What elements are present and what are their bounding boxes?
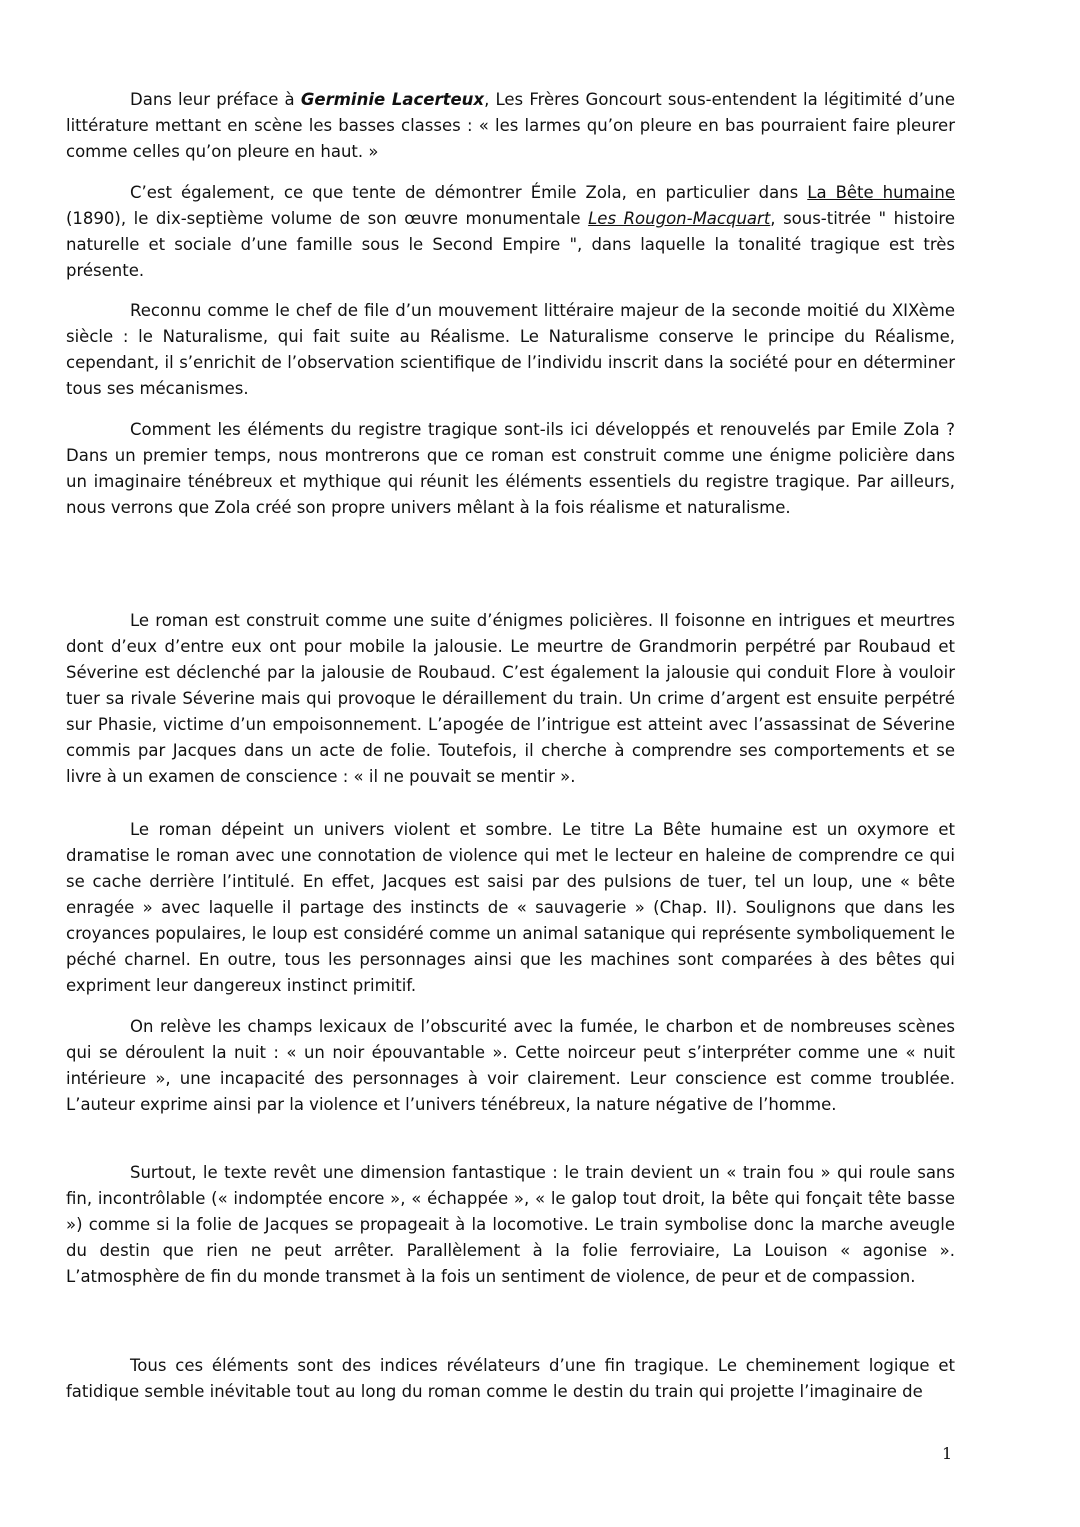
text-run: (1890), le dix-septième volume de son œuvre monumentale	[66, 209, 589, 228]
paragraph-naturalisme: Reconnu comme le chef de file d’un mouvement littéraire majeur de la seconde moitié du XIXème siècle : le Naturalisme, qui fait suite au Réalisme. Le Naturalisme conserve le principe du Réalisme, cependant, il s’enrichit de l’observation scientifique de l’individu inscrit dans la société pour en déterminer tous ses mécanismes.	[66, 301, 955, 398]
text-run: , sous-titrée " histoire naturelle et sociale d’une famille sous le Second Empire ", dans laquelle la tonalité tragique est très présente.	[66, 209, 956, 280]
paragraph-fin-tragique: Tous ces éléments sont des indices révélateurs d’une fin tragique. Le cheminement logique et fatidique semble inévitable tout au long du roman comme le destin du train qui projette l’imaginaire de	[66, 1356, 955, 1401]
book-title-germinie-lacerteux: Germinie Lacerteux	[300, 90, 485, 109]
book-title-rougon-macquart: Les Rougon-Macquart	[588, 209, 771, 228]
paragraph-enigmes-policieres: Le roman est construit comme une suite d’énigmes policières. Il foisonne en intrigues et meurtres dont d’eux d’entre eux ont pour mobile la jalousie. Le meurtre de Grandmorin perpétré par Roubaud et Séverine est déclenché par la jalousie de Roubaud. C’est également la jalousie qui conduit Flore à vouloir tuer sa rivale Séverine mais qui provoque le déraillement du train. Un crime d’argent est ensuite perpétré sur Phasie, victime d’un empoisonnement. L’apogée de l’intrigue est atteint avec l’assassinat de Séverine commis par Jacques dans un acte de folie. Toutefois, il cherche à comprendre ses comportements et se livre à un examen de conscience : « il ne pouvait se mentir ».	[66, 611, 955, 786]
paragraph-univers-violent: Le roman dépeint un univers violent et sombre. Le titre La Bête humaine est un oxymore et dramatise le roman avec une connotation de violence qui met le lecteur en haleine de comprendre ce qui se cache derrière l’intitulé. En effet, Jacques est saisi par des pulsions de tuer, tel un loup, une « bête enragée » avec laquelle il partage des instincts de « sauvagerie » (Chap. II). Soulignons que dans les croyances populaires, le loup est considéré comme un animal satanique qui représente symboliquement le péché charnel. En outre, tous les personnages ainsi que les machines sont comparées à des bêtes qui expriment leur dangereux instinct primitif.	[66, 820, 955, 995]
paragraph-problematique: Comment les éléments du registre tragique sont-ils ici développés et renouvelés par Emile Zola ? Dans un premier temps, nous montrerons que ce roman est construit comme une énigme policière dans un imaginaire ténébreux et mythique qui réunit les éléments essentiels du registre tragique. Par ailleurs, nous verrons que Zola créé son propre univers mêlant à la fois réalisme et naturalisme.	[66, 420, 955, 517]
text-run: , Les Frères Goncourt sous-entendent la légitimité d’une littérature mettant en scène les basses classes : « les larmes qu’on pleure en bas pourraient faire pleurer comme celles qu’on pleure en haut. »	[66, 90, 955, 161]
paragraph-zola-bete-humaine	[66, 180, 955, 284]
paragraph-obscurite: On relève les champs lexicaux de l’obscurité avec la fumée, le charbon et de nombreuses scènes qui se déroulent la nuit : « un noir épouvantable ». Cette noirceur peut s’interpréter comme une « nuit intérieure », une incapacité des personnages à voir clairement. Leur conscience est comme troublée. L’auteur exprime ainsi par la violence et l’univers ténébreux, la nature négative de l’homme.	[66, 1017, 955, 1114]
text-run: Dans leur préface à	[130, 90, 301, 109]
paragraph-intro-goncourt	[66, 87, 955, 165]
book-title-la-bete-humaine: La Bête humaine	[807, 183, 955, 202]
page-number: 1	[942, 1444, 953, 1463]
paragraph-dimension-fantastique: Surtout, le texte revêt une dimension fantastique : le train devient un « train fou » qui roule sans fin, incontrôlable (« indomptée encore », « échappée », « le galop tout droit, la bête qui fonçait tête basse ») comme si la folie de Jacques se propageait à la locomotive. Le train symbolise donc la marche aveugle du destin que rien ne peut arrêter. Parallèlement à la folie ferroviaire, La Louison « agonise ». L’atmosphère de fin du monde transmet à la fois un sentiment de violence, de peur et de compassion.	[66, 1163, 955, 1286]
text-run: C’est également, ce que tente de démontrer Émile Zola, en particulier dans	[130, 183, 808, 202]
